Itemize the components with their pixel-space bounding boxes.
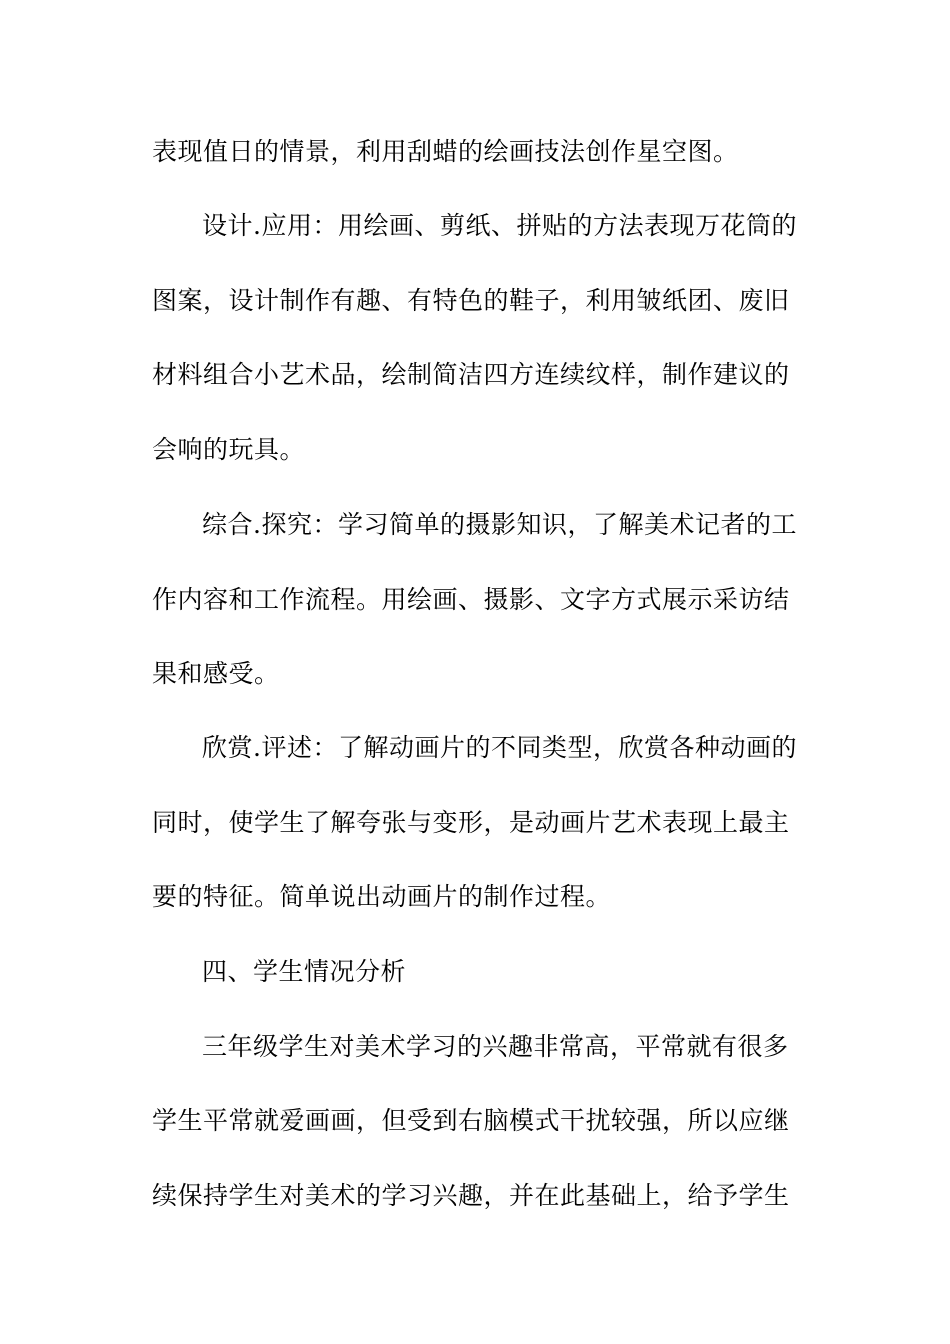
paragraph-line: 果和感受。	[152, 659, 280, 688]
paragraph-line: 要的特征。简单说出动画片的制作过程。	[152, 882, 612, 911]
paragraph-line: 材料组合小艺术品，绘制简洁四方连续纹样，制作建议的	[152, 360, 790, 389]
section-heading: 四、学生情况分析	[202, 957, 407, 986]
paragraph-line: 综合.探究：学习简单的摄影知识，了解美术记者的工	[202, 510, 797, 539]
paragraph-line: 三年级学生对美术学习的兴趣非常高，平常就有很多	[202, 1032, 789, 1061]
paragraph-line: 表现值日的情景，利用刮蜡的绘画技法创作星空图。	[152, 137, 739, 166]
paragraph-line: 设计.应用：用绘画、剪纸、拼贴的方法表现万花筒的	[202, 211, 797, 240]
paragraph-line: 欣赏.评述：了解动画片的不同类型，欣赏各种动画的	[202, 733, 797, 762]
paragraph-line: 会响的玩具。	[152, 435, 306, 464]
paragraph-line: 学生平常就爱画画，但受到右脑模式干扰较强，所以应继	[152, 1106, 790, 1135]
paragraph-line: 图案，设计制作有趣、有特色的鞋子，利用皱纸团、废旧	[152, 286, 790, 315]
paragraph-line: 作内容和工作流程。用绘画、摄影、文字方式展示采访结	[152, 585, 790, 614]
paragraph-line: 同时，使学生了解夸张与变形，是动画片艺术表现上最主	[152, 808, 790, 837]
paragraph-line: 续保持学生对美术的学习兴趣，并在此基础上，给予学生	[152, 1181, 790, 1210]
